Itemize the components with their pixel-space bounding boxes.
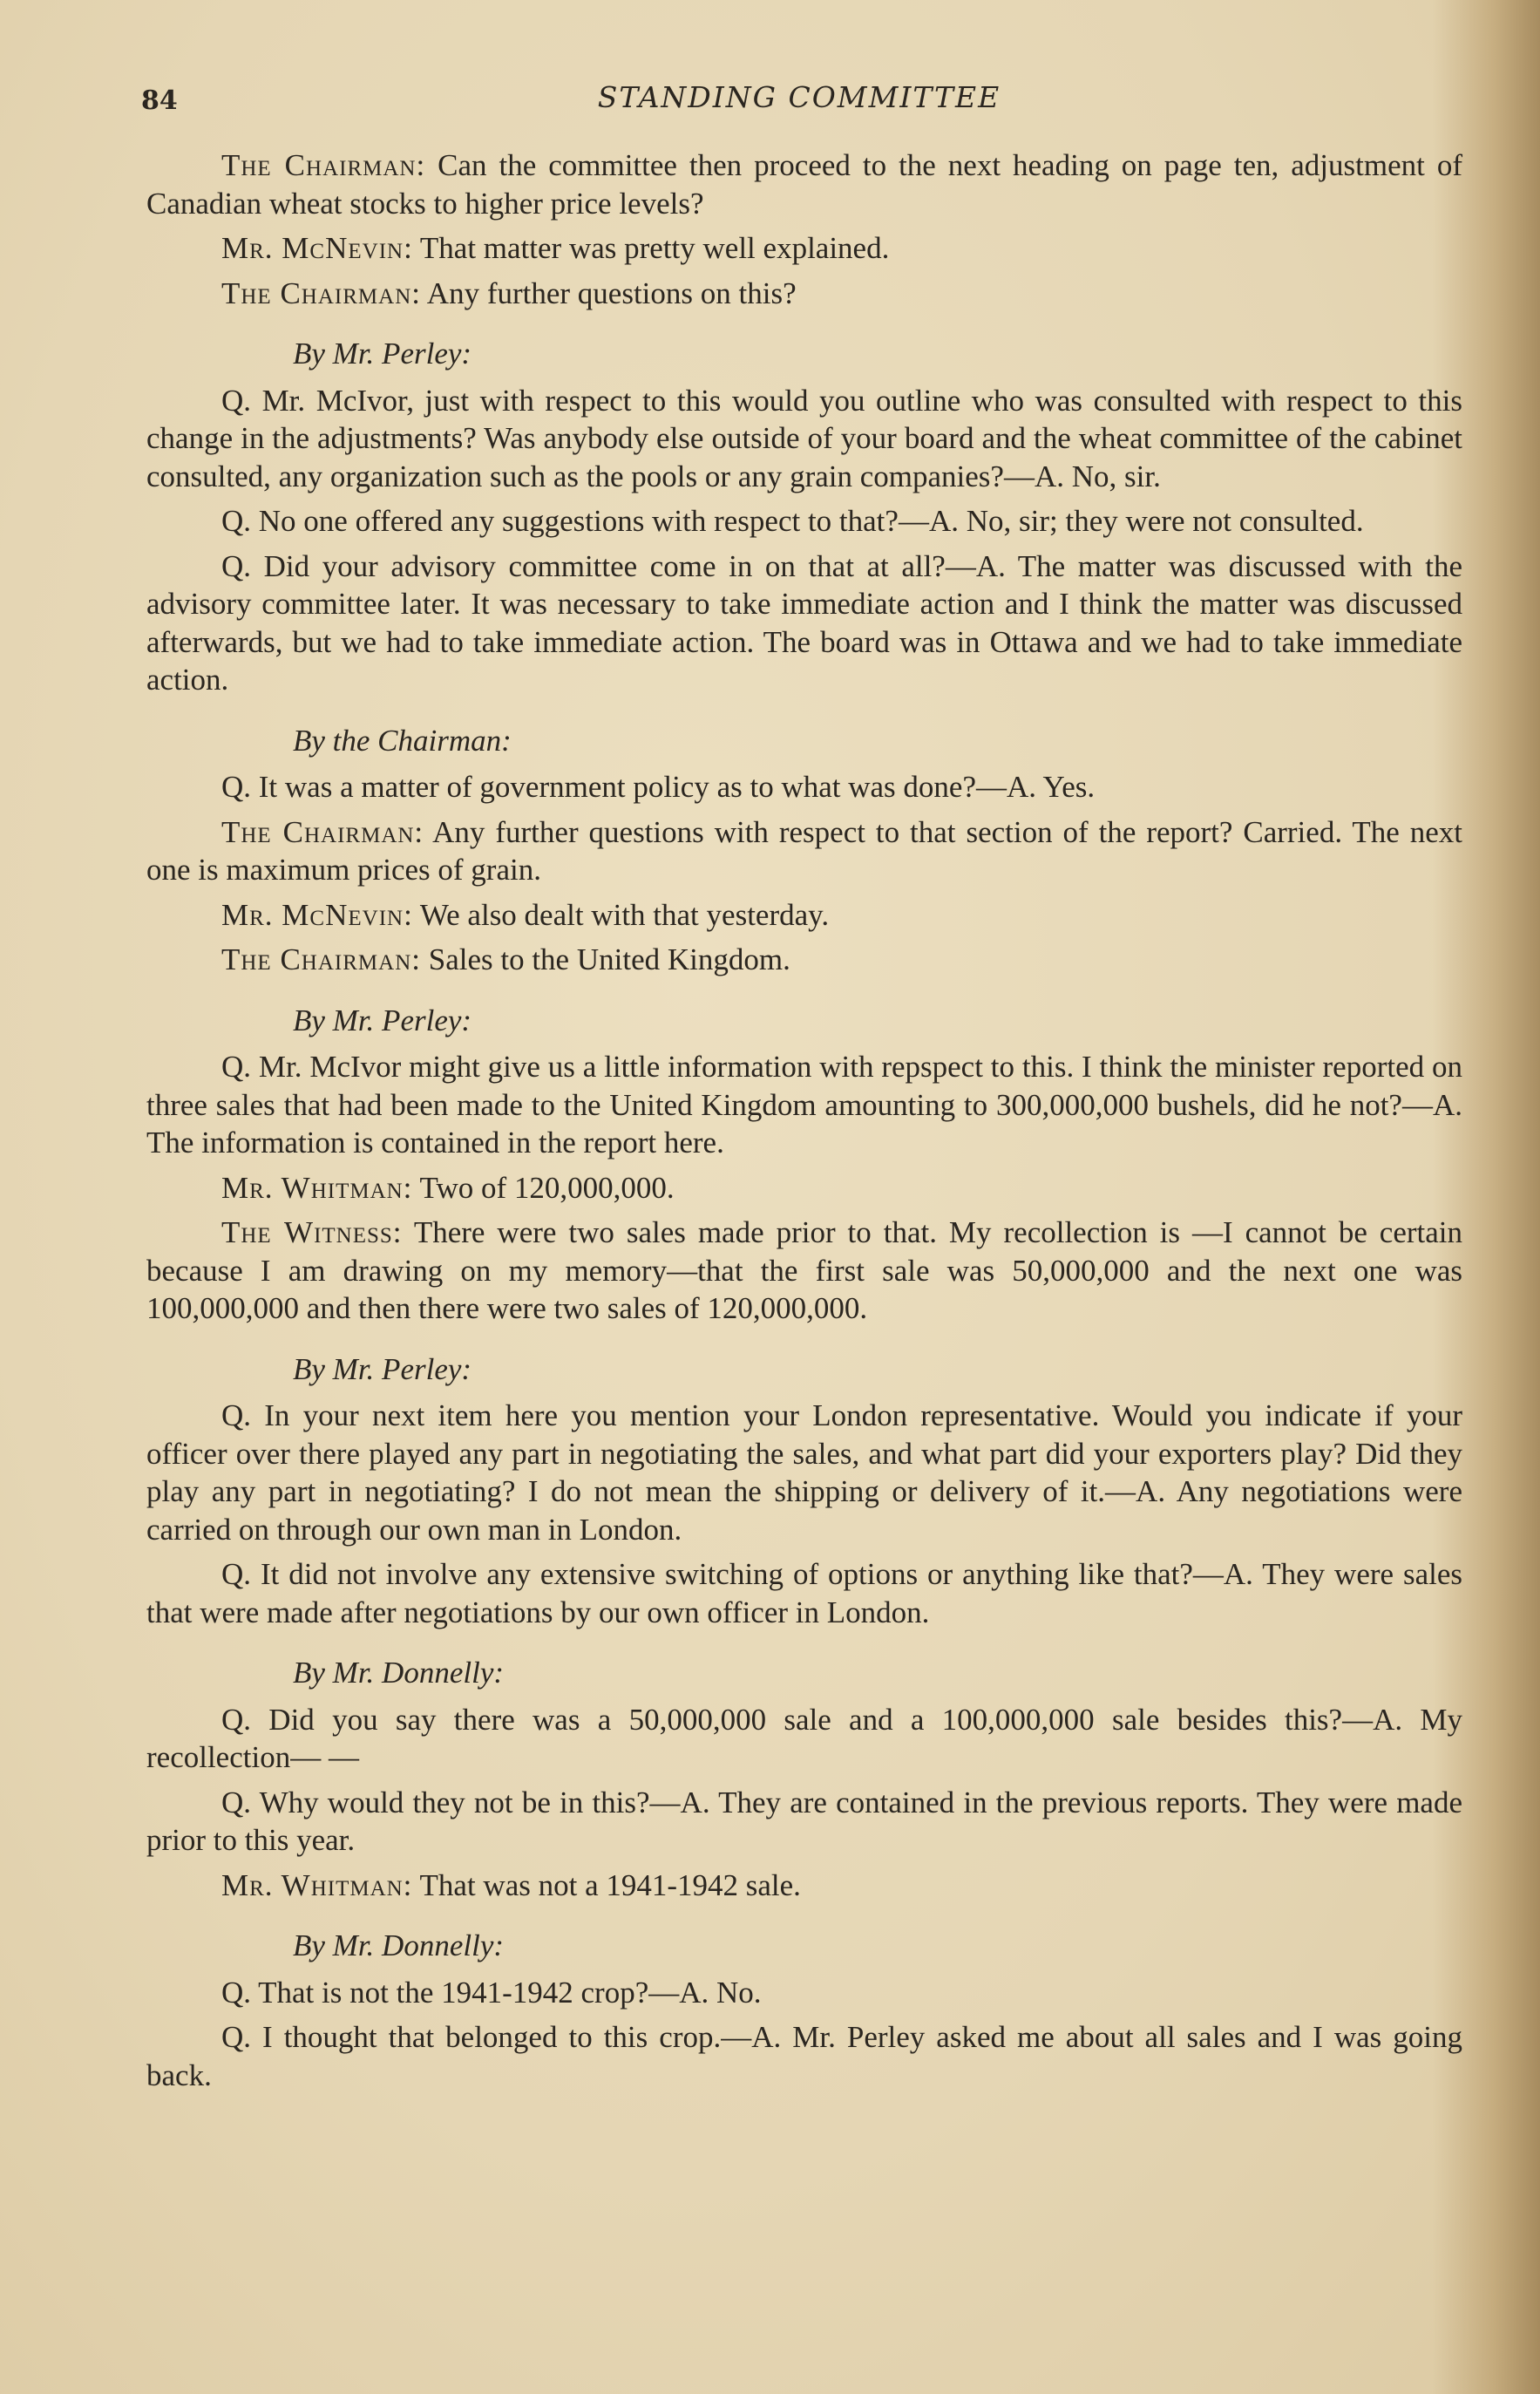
- speaker-paragraph: [146, 146, 1462, 222]
- speaker-paragraph: [146, 229, 1462, 268]
- qa-paragraph: [146, 502, 1462, 541]
- paragraph-text: Any further questions with respect to that section of the report? Carried. The next one is maximum prices of grain.: [146, 814, 1462, 887]
- page-header: [141, 80, 1457, 124]
- paragraph-text: That was not a 1941-1942 sale.: [412, 1867, 801, 1902]
- examiner-heading: By the Chairman:: [293, 723, 512, 758]
- running-head: STANDING COMMITTEE: [597, 80, 1001, 114]
- paragraph-text: Q. It did not involve any extensive switching of options or anything like that?—A. They were sales that were made after negotiations by our own officer in London.: [146, 1557, 1462, 1629]
- speaker-paragraph: [146, 896, 1462, 935]
- qa-paragraph: [146, 2018, 1462, 2094]
- speaker-paragraph: [146, 941, 1462, 979]
- speaker-paragraph: [146, 1214, 1462, 1328]
- speaker-paragraph: [146, 1867, 1462, 1905]
- speaker-paragraph: [146, 1169, 1462, 1207]
- speaker-paragraph: [146, 813, 1462, 889]
- speaker-name: The Witness:: [221, 1215, 403, 1249]
- examiner-heading: By Mr. Perley:: [293, 1351, 472, 1386]
- paragraph-text: Q. Mr. McIvor, just with respect to this would you outline who was consulted with respect to this change in the adjustments? Was anybody else outside of your board and the wheat committee of the cabinet consulted, any organization such as the pools or any grain companies?—A. No, sir.: [146, 383, 1462, 493]
- paragraph-text: Q. It was a matter of government policy as to what was done?—A. Yes.: [221, 770, 1096, 804]
- paragraph-text: That matter was pretty well explained.: [412, 231, 890, 265]
- paragraph-text: Q. In your next item here you mention your London representative. Would you indicate if your officer over there played any part in negotiating the sales, and what part did your exporters play? Did they play any part in negotiating? I do not mean the shipping or delivery of it.—A. Any negotiations were carried on through our own man in London.: [146, 1398, 1462, 1547]
- speaker-name: The Chairman:: [221, 148, 426, 182]
- page-number: 84: [141, 85, 178, 116]
- qa-paragraph: [146, 1974, 1462, 2012]
- qa-paragraph: [146, 1784, 1462, 1860]
- qa-paragraph: [146, 547, 1462, 699]
- qa-paragraph: [146, 1555, 1462, 1631]
- speaker-paragraph: [146, 275, 1462, 313]
- speaker-name: The Chairman:: [221, 814, 424, 849]
- qa-paragraph: [146, 382, 1462, 496]
- paragraph-text: Q. Did your advisory committee come in on that at all?—A. The matter was discussed with the advisory committee later. It was necessary to take immediate action and I think the matter was discussed afterwards, but we had to take immediate action. The board was in Ottawa and we had to take immediate action.: [146, 548, 1462, 697]
- speaker-name: Mr. Whitman:: [221, 1867, 413, 1902]
- speaker-name: Mr. Whitman:: [221, 1170, 413, 1205]
- paragraph-text: Q. Did you say there was a 50,000,000 sale and a 100,000,000 sale besides this?—A. My recollection— —: [146, 1702, 1462, 1774]
- paragraph-text: Q. That is not the 1941-1942 crop?—A. No.: [221, 1975, 762, 2010]
- transcript-body: [146, 146, 1462, 2101]
- examiner-heading: By Mr. Perley:: [293, 1003, 472, 1037]
- paragraph-text: Q. No one offered any suggestions with respect to that?—A. No, sir; they were not consulted.: [221, 504, 1364, 538]
- qa-paragraph: [146, 768, 1462, 806]
- paragraph-text: Q. Mr. McIvor might give us a little information with repspect to this. I think the minister reported on three sales that had been made to the United Kingdom amounting to 300,000,000 bushels, did he not?—A. The information is contained in the report here.: [146, 1050, 1462, 1160]
- speaker-name: The Chairman:: [221, 942, 421, 976]
- paragraph-text: Any further questions on this?: [420, 275, 797, 310]
- qa-paragraph: [146, 1397, 1462, 1548]
- speaker-name: Mr. McNevin:: [221, 231, 413, 265]
- speaker-name: The Chairman:: [221, 275, 421, 310]
- paragraph-text: We also dealt with that yesterday.: [412, 897, 830, 932]
- examiner-heading: By Mr. Donnelly:: [293, 1928, 505, 1962]
- paragraph-text: Sales to the United Kingdom.: [420, 942, 790, 976]
- paragraph-text: Can the committee then proceed to the next heading on page ten, adjustment of Canadian wheat stocks to higher price levels?: [146, 148, 1462, 221]
- examiner-heading: By Mr. Perley:: [293, 337, 472, 371]
- paragraph-text: Q. Why would they not be in this?—A. They are contained in the previous reports. They were made prior to this year.: [146, 1785, 1462, 1857]
- examiner-heading: By Mr. Donnelly:: [293, 1656, 505, 1690]
- paragraph-text: Two of 120,000,000.: [412, 1170, 675, 1205]
- speaker-name: Mr. McNevin:: [221, 897, 413, 932]
- qa-paragraph: [146, 1701, 1462, 1777]
- paragraph-text: There were two sales made prior to that. My recollection is —I cannot be certain because I am drawing on my memory—that the first sale was 50,000,000 and the next one was 100,000,000 and then there were two sales of 120,000,000.: [146, 1215, 1463, 1325]
- qa-paragraph: [146, 1048, 1462, 1162]
- paragraph-text: Q. I thought that belonged to this crop.—A. Mr. Perley asked me about all sales and I was going back.: [146, 2020, 1462, 2092]
